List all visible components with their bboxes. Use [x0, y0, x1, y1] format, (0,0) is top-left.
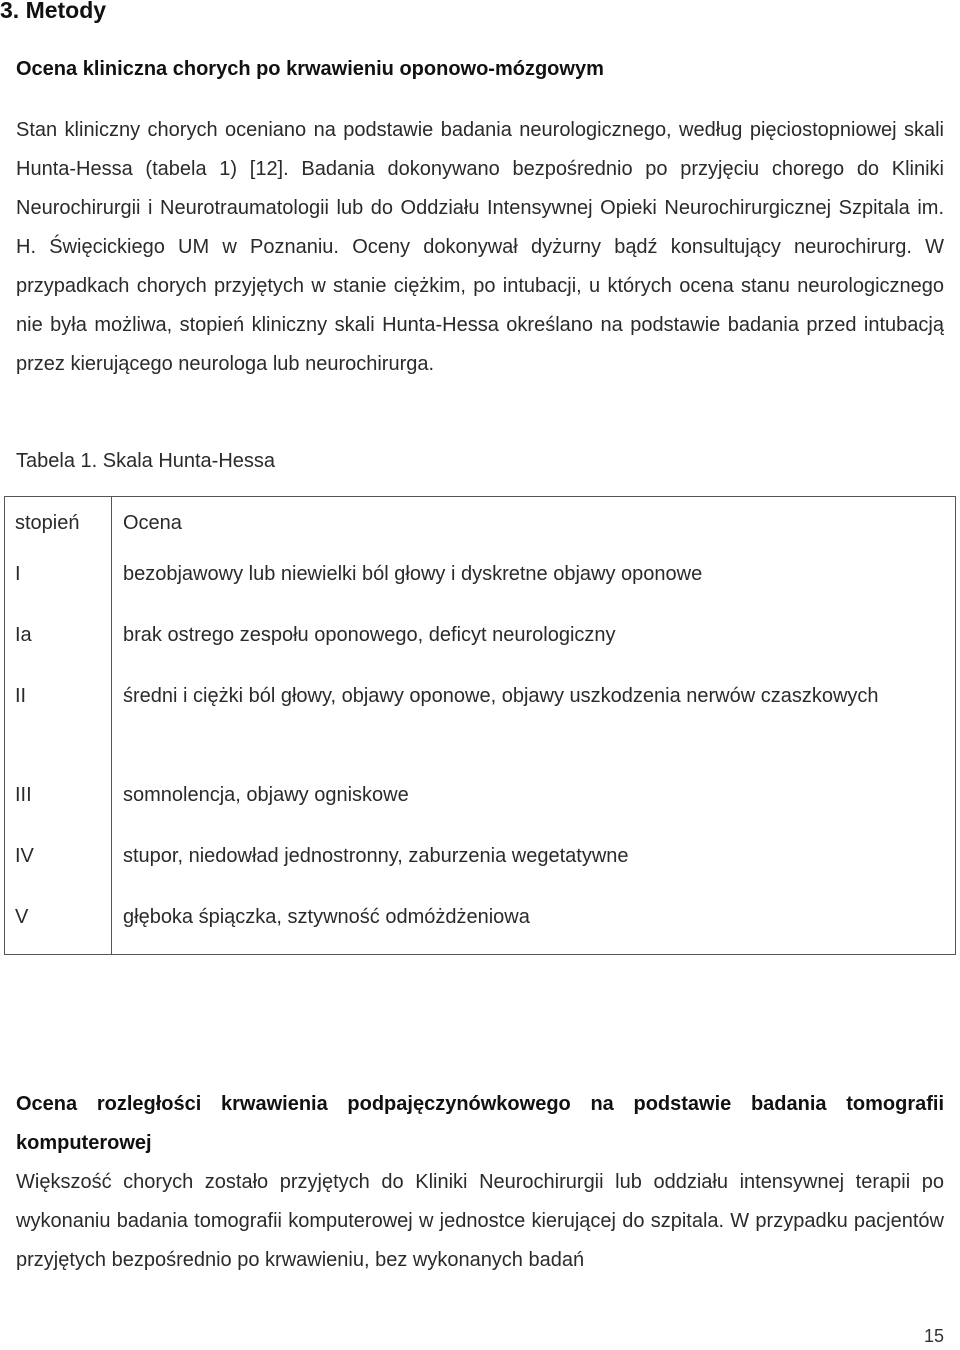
table-cell-description: bezobjawowy lub niewielki ból głowy i dyskretne objawy oponowe — [123, 563, 703, 585]
table-cell-grade: V — [5, 898, 112, 955]
paragraph-ct-assessment: Większość chorych zostało przyjętych do Kliniki Neurochirurgii lub oddziału intensywnej terapii po wykonaniu badania tomografii komputerowej w jednostce kierującej do szpitala. W przypadku pacjentów przyjętych bezpośrednio po krwawieniu, bez wykonanych badań — [16, 1171, 944, 1271]
table-row — [5, 837, 956, 898]
table-cell-description: średni i ciężki ból głowy, objawy oponowe, objawy uszkodzenia nerwów czaszkowych — [123, 685, 879, 707]
table-cell-grade: IV — [5, 837, 112, 898]
section-subheading: Ocena kliniczna chorych po krwawieniu oponowo-mózgowym — [16, 58, 604, 80]
section2-subheading: Ocena rozległości krwawienia podpajęczynówkowego na podstawie badania tomografii komputerowej — [16, 1093, 944, 1154]
table-cell-description: stupor, niedowład jednostronny, zaburzenia wegetatywne — [123, 845, 629, 867]
table-row — [5, 776, 956, 837]
table-cell-grade: II — [5, 677, 112, 776]
table-row — [5, 677, 956, 776]
table-caption: Tabela 1. Skala Hunta-Hessa — [16, 450, 276, 472]
table-row — [5, 555, 956, 616]
table-cell-grade: III — [5, 776, 112, 837]
table-header-row — [5, 497, 956, 556]
section-heading: 3. Metody — [0, 0, 107, 23]
table-cell-description: brak ostrego zespołu oponowego, deficyt neurologiczny — [123, 624, 616, 646]
page-number: 15 — [923, 1326, 944, 1346]
table-row — [5, 616, 956, 677]
table-cell-grade: Ia — [5, 616, 112, 677]
table-cell-description: somnolencja, objawy ogniskowe — [123, 784, 409, 806]
table-row — [5, 898, 956, 955]
table-cell-description: głęboka śpiączka, sztywność odmóżdżeniowa — [123, 906, 530, 928]
table-header-grade: stopień — [5, 497, 112, 556]
paragraph-clinical-assessment: Stan kliniczny chorych oceniano na podstawie badania neurologicznego, według pięciostopniowej skali Hunta-Hessa (tabela 1) [12]. Badania dokonywano bezpośrednio po przyjęciu chorego do Kliniki Neurochirurgii i Neurotraumatologii lub do Oddziału Intensywnej Opieki Neurochirurgicznej Szpitala im. H. Święcickiego UM w Poznaniu. Oceny dokonywał dyżurny bądź konsultujący neurochirurg. W przypadkach chorych przyjętych w stanie ciężkim, po intubacji, u których ocena stanu neurologicznego nie była możliwa, stopień kliniczny skali Hunta-Hessa określano na podstawie badania przed intubacją przez kierującego neurologa lub neurochirurga. — [16, 119, 944, 375]
hunt-hess-table — [4, 496, 956, 955]
table-header-description: Ocena — [123, 512, 182, 534]
table-cell-grade: I — [5, 555, 112, 616]
